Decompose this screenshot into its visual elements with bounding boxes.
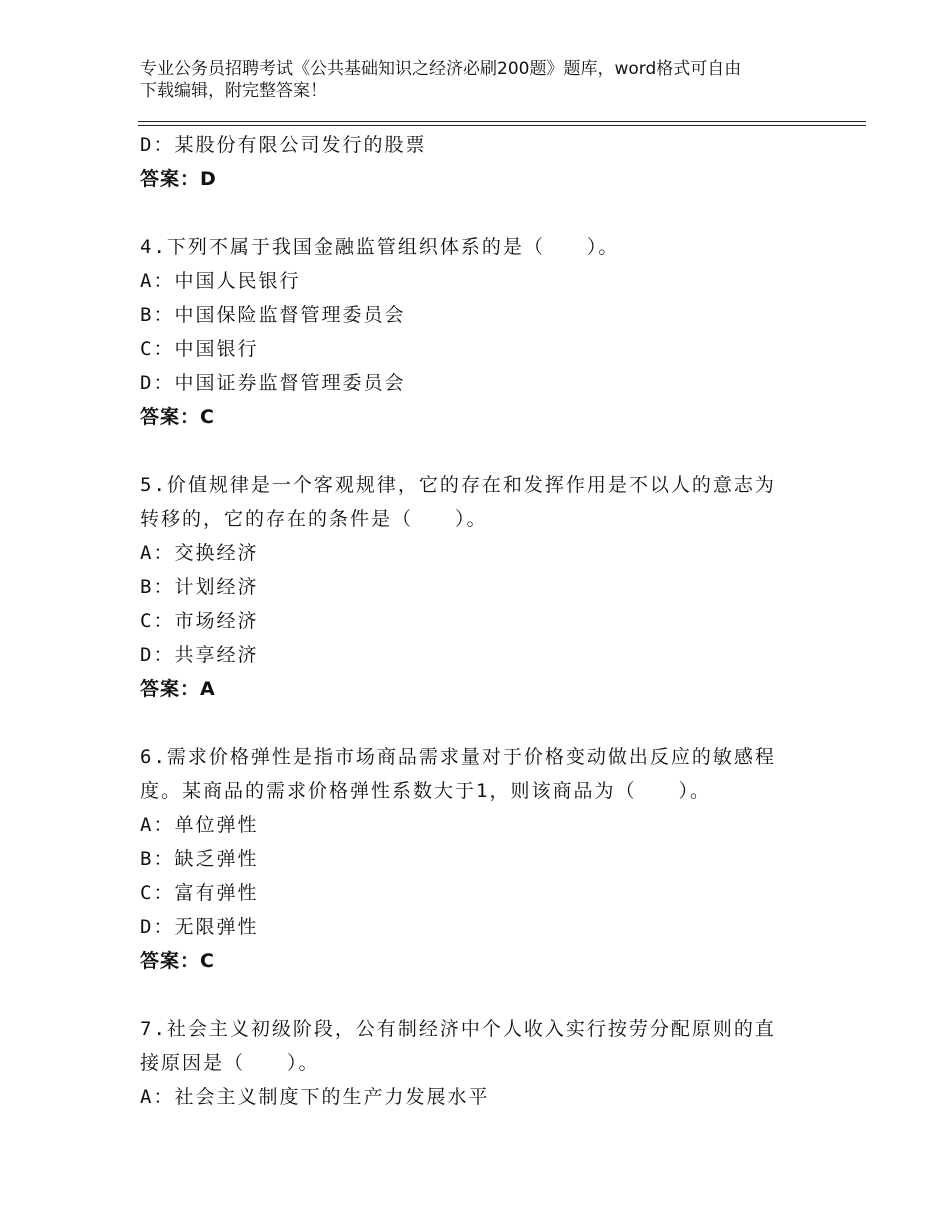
q6-option-a: A：单位弹性	[140, 814, 259, 836]
header-line-2: 下载编辑，附完整答案！	[140, 81, 327, 101]
q4-answer: 答案：C	[140, 406, 215, 428]
q6-stem-line-2: 度。某商品的需求价格弹性系数大于1，则该商品为（ ）。	[140, 780, 711, 802]
q5-option-c: C：市场经济	[140, 610, 259, 632]
q4-option-b: B：中国保险监督管理委员会	[140, 304, 406, 326]
question-list	[140, 128, 820, 1114]
spacer	[140, 196, 820, 230]
q7-stem-line-2: 接原因是（ ）。	[140, 1052, 320, 1074]
q6-option-c: C：富有弹性	[140, 882, 259, 904]
spacer	[140, 706, 820, 740]
q5-option-a: A：交换经济	[140, 542, 259, 564]
header-line-1: 专业公务员招聘考试《公共基础知识之经济必刷200题》题库，word格式可自由	[140, 59, 742, 79]
q6-answer: 答案：C	[140, 950, 215, 972]
q4-option-a: A：中国人民银行	[140, 270, 301, 292]
q6-option-d: D：无限弹性	[140, 916, 259, 938]
q5-option-d: D：共享经济	[140, 644, 259, 666]
header-rule-top	[138, 121, 866, 122]
q5-stem-line-1: 5.价值规律是一个客观规律，它的存在和发挥作用是不以人的意志为	[140, 474, 776, 496]
q6-stem-line-1: 6.需求价格弹性是指市场商品需求量对于价格变动做出反应的敏感程	[140, 746, 776, 768]
q3-answer: 答案：D	[140, 168, 217, 190]
q3-option-d: D：某股份有限公司发行的股票	[140, 134, 427, 156]
spacer	[140, 434, 820, 468]
q4-option-c: C：中国银行	[140, 338, 259, 360]
q7-stem-line-1: 7.社会主义初级阶段，公有制经济中个人收入实行按劳分配原则的直	[140, 1018, 776, 1040]
q6-option-b: B：缺乏弹性	[140, 848, 259, 870]
q4-option-d: D：中国证券监督管理委员会	[140, 372, 406, 394]
header-rule-bottom	[138, 125, 866, 126]
document-header	[140, 58, 820, 102]
q5-answer: 答案：A	[140, 678, 216, 700]
spacer	[140, 978, 820, 1012]
q4-stem: 4.下列不属于我国金融监管组织体系的是（ ）。	[140, 236, 620, 258]
q5-stem-line-2: 转移的，它的存在的条件是（ ）。	[140, 508, 488, 530]
q7-option-a: A：社会主义制度下的生产力发展水平	[140, 1086, 490, 1108]
q5-option-b: B：计划经济	[140, 576, 259, 598]
